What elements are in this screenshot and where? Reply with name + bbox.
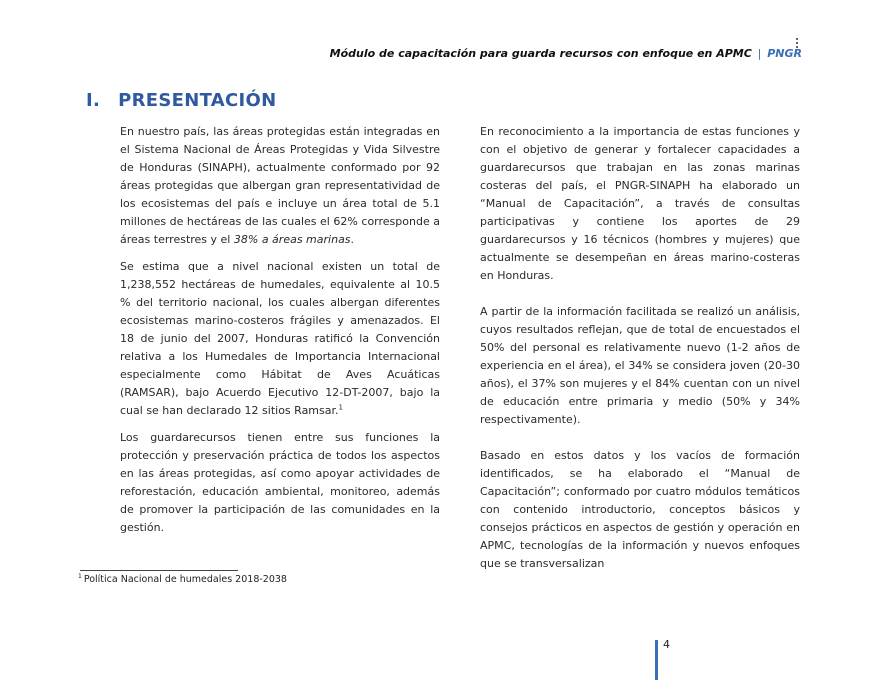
paragraph xyxy=(480,303,800,429)
footnote-reference[interactable]: 1 xyxy=(338,403,343,412)
right-column xyxy=(480,123,800,591)
footnote-divider xyxy=(80,570,238,571)
paragraph xyxy=(480,447,800,573)
section-heading xyxy=(86,90,277,111)
paragraph-text: Basado en estos datos y los vacíos de formación identificados, se ha elaborado el “Manual de Capacitación”; conformado por cuatro módulos temáticos con contenido introductorio, conceptos básicos y consejos prácticos en aspectos de gestión y operación en APMC, tecnologías de la información y nuevos enfoques que se transversalizan xyxy=(480,449,800,570)
page-number-bar xyxy=(655,640,658,680)
paragraph xyxy=(120,429,440,537)
paragraph-end: . xyxy=(350,233,355,246)
footnote-number: 1 xyxy=(78,573,82,580)
paragraph xyxy=(120,258,440,420)
paragraph xyxy=(480,123,800,285)
running-header xyxy=(330,47,802,60)
paragraph-text: En nuestro país, las áreas protegidas están integradas en el Sistema Nacional de Áreas Protegidas y Vida Silvestre de Honduras (SINAPH), actualmente conformado por 92 áreas protegidas que albergan gran representatividad de los ecosistemas del país e incluye un área total de 5.1 millones de hectáreas de las cuales el 62% corresponde a áreas terrestres y el xyxy=(120,125,440,246)
paragraph-text: Se estima que a nivel nacional existen un total de 1,238,552 hectáreas de humedales, equivalente al 10.5 % del territorio nacional, los cuales albergan diferentes ecosistemas marino-costeros frágiles y amenazados. El 18 de junio del 2007, Honduras ratificó la Convención relativa a los Humedales de Importancia Internacional especialmente como Hábitat de Aves Acuáticas (RAMSAR), bajo Acuerdo Ejecutivo 12-DT-2007, bajo la cual se han declarado 12 sitios Ramsar. xyxy=(120,260,440,417)
header-separator: | xyxy=(757,47,762,60)
footnote-text: Política Nacional de humedales 2018-2038 xyxy=(83,574,287,586)
page-number: 4 xyxy=(663,638,670,651)
paragraph-text: En reconocimiento a la importancia de estas funciones y con el objetivo de generar y fortalecer capacidades a guardarecursos que trabajan en las zonas marinas costeras del país, el PNGR-SINAPH ha elaborado un “Manual de Capacitación”, a través de consultas participativas y contiene los aportes de 29 guardarecursos y 16 técnicos (hombres y mujeres) que actualmente se desempeñan en áreas marino-costeras en Honduras. xyxy=(480,125,800,282)
section-title: PRESENTACIÓN xyxy=(118,90,277,111)
paragraph xyxy=(120,123,440,249)
emphasis-text: 38% a áreas marinas xyxy=(233,233,351,246)
header-org: PNGR xyxy=(767,47,802,60)
paragraph-text: A partir de la información facilitada se realizó un análisis, cuyos resultados reflejan, que de total de encuestados el 50% del personal es relativamente nuevo (1-2 años de experiencia en el área), el 34% se considera joven (20-30 años), el 37% son mujeres y el 84% cuentan con un nivel de educación entre primaria y medio (50% y 34% respectivamente). xyxy=(480,305,800,426)
header-title: Módulo de capacitación para guarda recursos con enfoque en APMC xyxy=(329,47,752,60)
paragraph-text: Los guardarecursos tienen entre sus funciones la protección y preservación práctica de todos los aspectos en las áreas protegidas, así como apoyar actividades de reforestación, educación ambiental, monitoreo, además de promover la participación de las comunidades en la gestión. xyxy=(120,431,440,534)
footnote xyxy=(78,573,287,585)
section-number: I. xyxy=(86,90,101,111)
left-column xyxy=(120,123,440,546)
